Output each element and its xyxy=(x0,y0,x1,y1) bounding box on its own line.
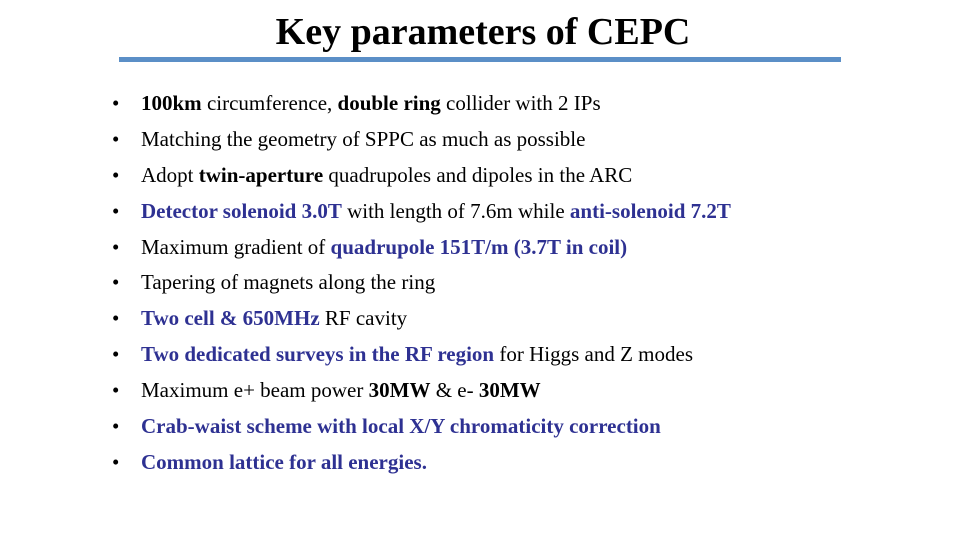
bullet-list xyxy=(112,86,731,481)
title-underline xyxy=(119,57,841,62)
bullet-dot-icon: • xyxy=(112,126,120,151)
bullet-text-segment: 30MW xyxy=(478,378,541,403)
bullet-item xyxy=(112,337,731,373)
bullet-dot-icon: • xyxy=(112,414,120,439)
bullet-text-segment: Maximum gradient of xyxy=(141,234,331,259)
bullet-text-segment: anti-solenoid 7.2T xyxy=(569,198,731,223)
bullet-text-segment: Maximum e+ beam power xyxy=(141,378,369,403)
bullet-dot-icon: • xyxy=(112,342,120,367)
bullet-item xyxy=(112,122,731,158)
bullet-text-segment: Common lattice for all energies. xyxy=(141,449,427,474)
bullet-item xyxy=(112,373,731,409)
bullet-text-segment: circumference, xyxy=(201,91,338,115)
bullet-item xyxy=(112,301,731,337)
bullet-text-segment: double ring xyxy=(337,91,441,115)
bullet-text-segment: quadrupole 151T/m (3.7T in coil) xyxy=(330,234,628,259)
bullet-text-segment: 100km xyxy=(141,91,202,115)
bullet-item xyxy=(112,158,731,194)
bullet-text-segment: 30MW xyxy=(368,378,431,403)
bullet-item xyxy=(112,445,731,481)
bullet-text-segment: twin-aperture xyxy=(198,162,324,187)
bullet-dot-icon: • xyxy=(112,162,120,187)
bullet-text-segment: Adopt xyxy=(141,162,199,187)
bullet-dot-icon: • xyxy=(112,91,120,115)
bullet-text-segment: collider with 2 IPs xyxy=(440,91,601,115)
bullet-dot-icon: • xyxy=(112,270,120,295)
bullet-dot-icon: • xyxy=(112,378,120,403)
bullet-item xyxy=(112,230,731,266)
bullet-text-segment: & e- xyxy=(430,378,479,403)
bullet-item xyxy=(112,409,731,445)
bullet-text-segment: for Higgs and Z modes xyxy=(494,342,693,367)
bullet-dot-icon: • xyxy=(112,449,120,474)
bullet-text-segment: RF cavity xyxy=(319,306,408,331)
bullet-dot-icon: • xyxy=(112,234,120,259)
bullet-text-segment: Two cell & 650MHz xyxy=(141,306,320,331)
bullet-text-segment: Two dedicated surveys in the RF region xyxy=(141,342,495,367)
bullet-text-segment: Detector solenoid 3.0T xyxy=(141,198,342,223)
bullet-text-segment: Tapering of magnets along the ring xyxy=(141,270,436,295)
bullet-item xyxy=(112,86,731,122)
bullet-item xyxy=(112,265,731,301)
bullet-item xyxy=(112,194,731,230)
bullet-text-segment: Matching the geometry of SPPC as much as possible xyxy=(141,126,586,151)
bullet-text-segment: Crab-waist scheme with local X/Y chromaticity correction xyxy=(141,414,661,439)
bullet-text-segment: with length of 7.6m while xyxy=(341,198,570,223)
slide-title: Key parameters of CEPC xyxy=(275,11,691,53)
bullet-dot-icon: • xyxy=(112,198,120,223)
bullet-dot-icon: • xyxy=(112,306,120,331)
bullet-text-segment: quadrupoles and dipoles in the ARC xyxy=(323,162,633,187)
